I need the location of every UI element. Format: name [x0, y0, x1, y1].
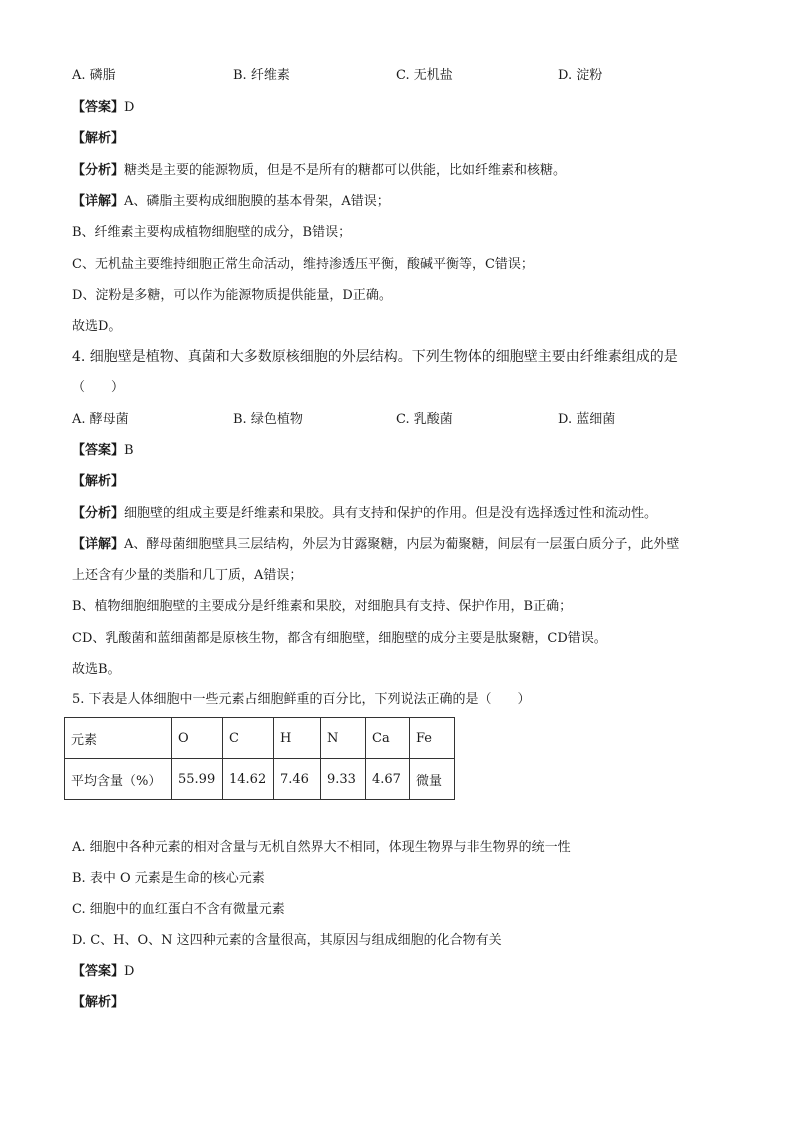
q4-xiangjie-continued: 上还含有少量的类脂和几丁质，A错误； — [72, 568, 303, 583]
answer-value: D — [124, 100, 135, 115]
q5-option-a: A. 细胞中各种元素的相对含量与无机自然界大不相同，体现生物界与非生物界的统一性 — [72, 840, 571, 855]
table-cell: 7.46 — [274, 759, 321, 800]
q5-option-b: B. 表中 O 元素是生命的核心元素 — [72, 871, 265, 886]
table-cell: 55.99 — [172, 759, 223, 800]
fenxi-text: 糖类是主要的能源物质，但是不是所有的糖都可以供能，比如纤维素和核糖。 — [124, 163, 567, 178]
q3-answer — [72, 98, 734, 118]
answer-tag: 【答案】 — [72, 443, 125, 458]
q4-stem-bracket: （ ） — [72, 380, 125, 395]
q3-conclusion: 故选D。 — [72, 319, 122, 334]
q4-fenxi — [72, 504, 734, 524]
table-cell: 9.33 — [321, 759, 366, 800]
table-header-cell: 元素 — [65, 718, 172, 759]
q3-option-c: C. 无机盐 — [396, 68, 453, 83]
q3-option-a: A. 磷脂 — [72, 68, 116, 83]
element-content-table — [64, 717, 455, 800]
q4-xiangjie — [72, 535, 734, 555]
answer-value: B — [124, 443, 134, 458]
q3-detail-line: C、无机盐主要维持细胞正常生命活动，维持渗透压平衡，酸碱平衡等，C错误； — [72, 257, 534, 272]
analysis-tag: 【解析】 — [72, 474, 125, 489]
table-cell: 14.62 — [223, 759, 274, 800]
q3-detail-line: B、纤维素主要构成植物细胞壁的成分，B错误； — [72, 225, 352, 240]
q4-options — [72, 410, 732, 430]
table-cell: O — [172, 718, 223, 759]
table-row — [65, 759, 455, 800]
table-row — [65, 718, 455, 759]
fenxi-text: 细胞壁的组成主要是纤维素和果胶。具有支持和保护的作用。但是没有选择透过性和流动性。 — [124, 506, 658, 521]
q4-stem: 4. 细胞壁是植物、真菌和大多数原核细胞的外层结构。下列生物体的细胞壁主要由纤维素组成的是 — [72, 349, 678, 365]
q4-detail-line: B、植物细胞细胞壁的主要成分是纤维素和果胶，对细胞具有支持、保护作用，B正确； — [72, 599, 573, 614]
table-cell: H — [274, 718, 321, 759]
table-cell: Fe — [410, 718, 455, 759]
q3-options — [72, 66, 732, 86]
q3-xiangjie — [72, 192, 734, 212]
table-cell: C — [223, 718, 274, 759]
q5-stem: 5. 下表是人体细胞中一些元素占细胞鲜重的百分比，下列说法正确的是（ ） — [72, 692, 531, 707]
q4-option-c: C. 乳酸菌 — [396, 412, 453, 427]
q3-option-d: D. 淀粉 — [558, 68, 603, 83]
answer-tag: 【答案】 — [72, 100, 125, 115]
q5-option-c: C. 细胞中的血红蛋白不含有微量元素 — [72, 902, 285, 917]
q3-detail-line: D、淀粉是多糖，可以作为能源物质提供能量，D正确。 — [72, 288, 392, 303]
q4-analysis-heading — [72, 472, 734, 492]
fenxi-tag: 【分析】 — [72, 506, 125, 521]
fenxi-tag: 【分析】 — [72, 163, 125, 178]
q5-analysis-heading — [72, 993, 734, 1013]
xiangjie-tag: 【详解】 — [72, 537, 125, 552]
q4-detail-line: CD、乳酸菌和蓝细菌都是原核生物，都含有细胞壁，细胞壁的成分主要是肽聚糖，CD错误。 — [72, 631, 607, 646]
q4-conclusion: 故选B。 — [72, 662, 121, 677]
q3-fenxi — [72, 161, 734, 181]
q4-option-a: A. 酵母菌 — [72, 412, 129, 427]
q3-analysis-heading — [72, 129, 734, 149]
table-cell: 微量 — [410, 759, 455, 800]
table-cell: 4.67 — [366, 759, 410, 800]
q5-answer — [72, 962, 734, 982]
xiangjie-text: A、酵母菌细胞壁具三层结构，外层为甘露聚糖，内层为葡聚糖，间层有一层蛋白质分子，此外壁 — [124, 537, 680, 552]
analysis-tag: 【解析】 — [72, 995, 125, 1010]
answer-tag: 【答案】 — [72, 964, 125, 979]
q3-option-b: B. 纤维素 — [233, 68, 290, 83]
table-cell: N — [321, 718, 366, 759]
analysis-tag: 【解析】 — [72, 131, 125, 146]
q5-option-d: D. C、H、O、N 这四种元素的含量很高，其原因与组成细胞的化合物有关 — [72, 933, 502, 948]
table-header-cell: 平均含量（%） — [65, 759, 172, 800]
q4-option-d: D. 蓝细菌 — [558, 412, 616, 427]
q4-option-b: B. 绿色植物 — [233, 412, 303, 427]
xiangjie-tag: 【详解】 — [72, 194, 125, 209]
table-cell: Ca — [366, 718, 410, 759]
q4-answer — [72, 441, 734, 461]
answer-value: D — [124, 964, 135, 979]
xiangjie-text: A、磷脂主要构成细胞膜的基本骨架，A错误； — [124, 194, 390, 209]
